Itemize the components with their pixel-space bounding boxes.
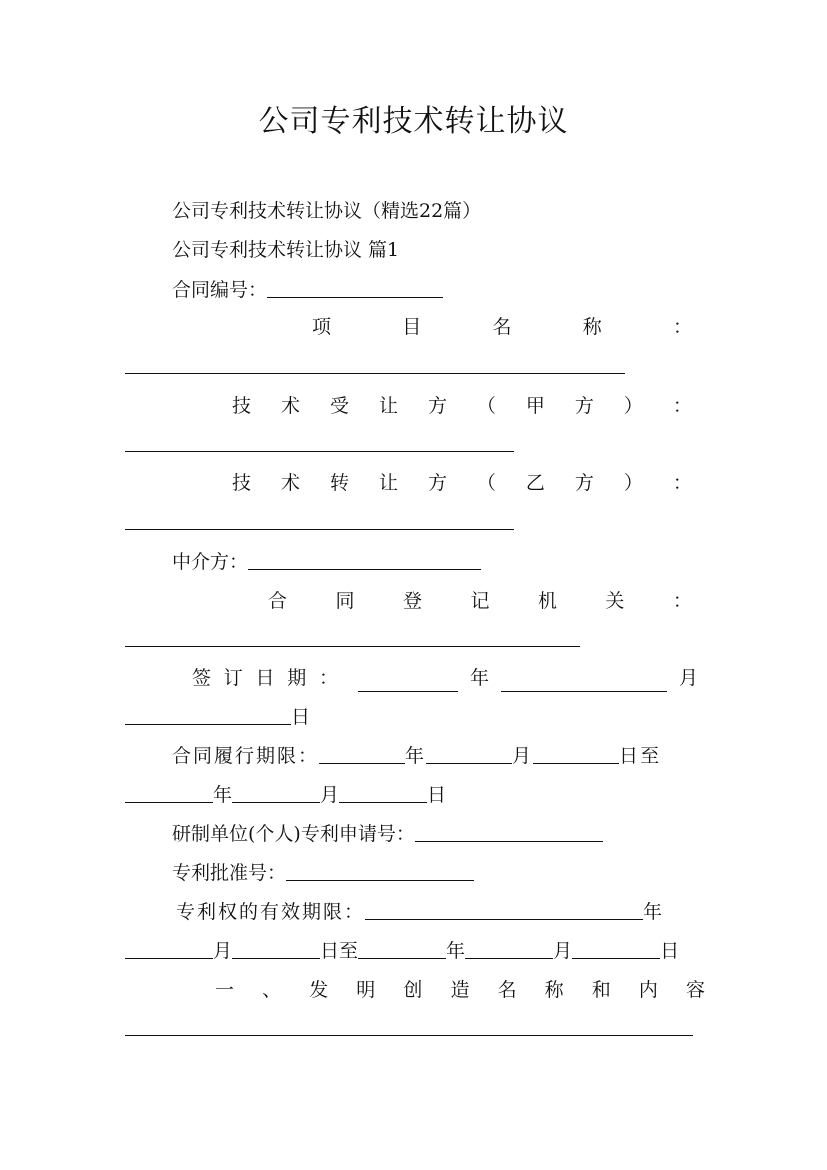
sign-date-label: [192, 664, 338, 692]
year-label: 年: [213, 784, 233, 806]
char: 术: [280, 472, 300, 494]
document-subtitle: 公司专利技术转让协议（精选22篇）: [172, 200, 482, 222]
char: 技: [232, 472, 252, 494]
char: 机: [537, 590, 557, 612]
validity-start-year-blank[interactable]: [365, 899, 643, 920]
char: 方: [574, 395, 594, 417]
char: 创: [403, 979, 423, 1001]
approval-number-blank[interactable]: [286, 860, 474, 881]
document-title: 公司专利技术转让协议: [258, 104, 569, 139]
month-label: 月: [213, 940, 233, 962]
char: ：: [672, 472, 692, 494]
char: 造: [450, 979, 470, 1001]
char: 明: [356, 979, 376, 1001]
contract-number-blank[interactable]: [267, 277, 443, 298]
period-start-day-blank[interactable]: [533, 743, 619, 764]
month-label: 月: [679, 667, 699, 689]
day-label: 日: [427, 784, 447, 806]
char: 关: [605, 590, 625, 612]
char: ）: [623, 395, 643, 417]
char: 同: [335, 590, 355, 612]
application-number-label: 研制单位(个人)专利申请号：: [172, 823, 415, 845]
section-one-heading: [215, 976, 705, 1004]
char: （: [476, 395, 496, 417]
period-start-month-blank[interactable]: [426, 743, 512, 764]
char: 签: [192, 667, 212, 689]
sign-date-row: [192, 664, 702, 692]
char: 乙: [525, 472, 545, 494]
char: 技: [232, 395, 252, 417]
transferee-label: [232, 392, 692, 420]
period-end-year-blank[interactable]: [125, 782, 213, 803]
year-label: 年: [643, 901, 665, 923]
period-row: [172, 742, 661, 770]
sign-month-blank[interactable]: [501, 671, 667, 692]
validity-range-row: [125, 937, 679, 965]
char: 受: [329, 395, 349, 417]
day-label: 日: [291, 706, 311, 728]
char: 项: [312, 316, 332, 338]
approval-number-row: [172, 859, 474, 887]
char: 合: [268, 590, 288, 612]
char: ）: [623, 472, 643, 494]
year-label: 年: [405, 745, 427, 767]
char: 期: [287, 667, 307, 689]
char: 转: [329, 472, 349, 494]
char: 让: [378, 395, 398, 417]
contract-number-label: 合同编号：: [172, 279, 268, 301]
char: 方: [427, 472, 447, 494]
intermediary-blank[interactable]: [248, 549, 481, 570]
char: 订: [223, 667, 243, 689]
project-name-label: [312, 313, 692, 341]
char: 称: [544, 979, 564, 1001]
month-label: 月: [553, 940, 573, 962]
char: 名: [497, 979, 517, 1001]
char: 让: [378, 472, 398, 494]
validity-start-day-blank[interactable]: [232, 938, 320, 959]
to-label: 至: [640, 745, 662, 767]
period-label: 合同履行期限：: [172, 745, 320, 767]
char: 目: [402, 316, 422, 338]
approval-number-label: 专利批准号：: [172, 862, 287, 884]
char: 容: [685, 979, 705, 1001]
application-number-blank[interactable]: [415, 821, 603, 842]
char: 甲: [525, 395, 545, 417]
char: 发: [309, 979, 329, 1001]
char: 称: [582, 316, 602, 338]
month-label: 月: [512, 745, 534, 767]
char: 方: [574, 472, 594, 494]
validity-start-month-blank[interactable]: [125, 938, 213, 959]
validity-end-day-blank[interactable]: [572, 938, 660, 959]
year-label: 年: [446, 940, 466, 962]
char: 名: [492, 316, 512, 338]
registry-blank[interactable]: [125, 646, 580, 647]
validity-row: [176, 898, 664, 926]
char: ：: [318, 667, 338, 689]
char: ：: [672, 316, 692, 338]
period-end-day-blank[interactable]: [339, 782, 427, 803]
section-heading: 公司专利技术转让协议 篇1: [172, 239, 400, 261]
transferor-blank[interactable]: [125, 529, 514, 530]
char: 、: [262, 979, 282, 1001]
char: 记: [470, 590, 490, 612]
year-label: 年: [470, 667, 490, 689]
sign-day-row: [125, 703, 310, 731]
section-one-blank[interactable]: [125, 1035, 693, 1036]
transferor-label: [232, 469, 692, 497]
char: ：: [672, 590, 692, 612]
char: 内: [638, 979, 658, 1001]
period-end-month-blank[interactable]: [232, 782, 320, 803]
to-label: 至: [339, 940, 359, 962]
day-label: 日: [619, 745, 641, 767]
char: 登: [402, 590, 422, 612]
validity-label: 专利权的有效期限：: [176, 901, 366, 923]
registry-label: [268, 587, 692, 615]
char: 术: [280, 395, 300, 417]
char: 和: [591, 979, 611, 1001]
project-name-blank[interactable]: [125, 373, 625, 374]
intermediary-label: 中介方：: [172, 551, 249, 573]
char: 日: [255, 667, 275, 689]
char: 一: [215, 979, 235, 1001]
day-label: 日: [660, 940, 680, 962]
intermediary-row: [172, 548, 481, 576]
sign-year-blank[interactable]: [358, 671, 458, 692]
application-number-row: [172, 820, 603, 848]
contract-number-row: [172, 276, 443, 304]
sign-day-blank[interactable]: [125, 704, 291, 725]
char: 方: [427, 395, 447, 417]
period-end-row: [125, 781, 446, 809]
day-label: 日: [320, 940, 340, 962]
period-start-year-blank[interactable]: [319, 743, 405, 764]
validity-end-year-blank[interactable]: [358, 938, 446, 959]
char: ：: [672, 395, 692, 417]
char: （: [476, 472, 496, 494]
transferee-blank[interactable]: [125, 451, 514, 452]
validity-end-month-blank[interactable]: [465, 938, 553, 959]
month-label: 月: [320, 784, 340, 806]
